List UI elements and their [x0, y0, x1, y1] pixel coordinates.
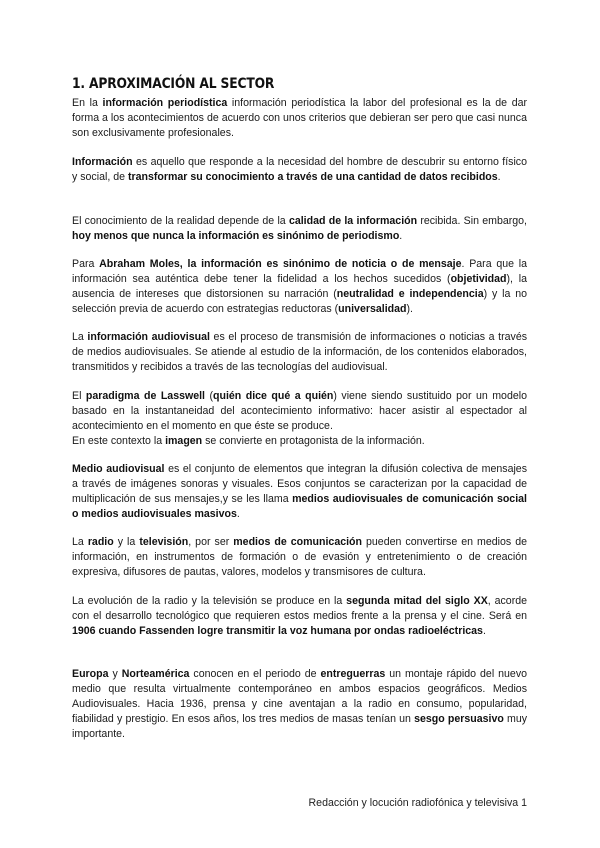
section-title: 1. APROXIMACIÓN AL SECTOR [72, 76, 275, 92]
paragraph-text: ) y la no selección previa de acuerdo con estrategias reductoras ( [72, 288, 528, 315]
bold-text: sesgo persuasivo [414, 713, 504, 725]
paragraph-text: En este contexto la [72, 435, 166, 447]
bold-text: Europa [72, 668, 109, 680]
paragraph-text: La [72, 331, 88, 343]
paragraph-text: un montaje rápido del nuevo medio que resulta virtualmente contemporáneo en ambos espacios geográficos. Medios Audiovisuales. Hacia 1936, prensa y cine aventajan a la radio en consumo, popularidad, fiabilidad y prestigio. En esos años, los tres medios de masas tenían un [72, 668, 528, 725]
bold-text: quién dice qué a quién [213, 390, 334, 402]
paragraph-evolucion [72, 594, 527, 639]
paragraph-text: es el conjunto de elementos que integran la difusión colectiva de mensajes a través de imágenes sonoras y visuales. Esos conjuntos se caracterizan por la capacidad de multiplicación de sus mensajes,y se les llama [72, 463, 527, 505]
bold-text: entreguerras [320, 668, 386, 680]
paragraph-text: La evolución de la radio y la televisión se produce en la [72, 595, 347, 607]
paragraph-conocimiento [72, 214, 527, 244]
paragraph-informacion-audiovisual [72, 330, 527, 375]
bold-text: radio [87, 536, 114, 548]
paragraph-text: El conocimiento de la realidad depende de la [72, 215, 289, 227]
bold-text: televisión [139, 536, 189, 548]
bold-text: calidad de la información [288, 215, 418, 227]
page-footer: Redacción y locución radiofónica y televisiva 1 [308, 797, 527, 809]
bold-text: imagen [165, 435, 203, 447]
bold-text: Norteamérica [121, 668, 190, 680]
paragraph-informacion-periodistica [72, 96, 527, 141]
paragraph-text: . [497, 171, 501, 183]
bold-text: universalidad [338, 303, 407, 315]
bold-text: Información [72, 156, 133, 168]
bold-text: información periodística [102, 97, 228, 109]
paragraph-paradigma-lasswell [72, 389, 527, 449]
bold-text: información audiovisual [87, 331, 210, 343]
bold-text: segunda mitad del siglo XX [346, 595, 488, 607]
paragraph-text: ( [205, 390, 214, 402]
paragraph-text: y [108, 668, 122, 680]
paragraph-abraham-moles [72, 257, 527, 317]
paragraph-text: . [482, 625, 486, 637]
paragraph-text: ). [406, 303, 413, 315]
paragraph-text: . Para que la información sea auténtica debe tener la fidelidad a los hechos sucedidos ( [72, 258, 527, 285]
paragraph-text: conocen en el periodo de [189, 668, 321, 680]
bold-text: hoy menos que nunca la información es sinónimo de periodismo [72, 230, 400, 242]
paragraph-text: En la [72, 97, 103, 109]
paragraph-text: El [72, 390, 86, 402]
bold-text: neutralidad e independencia [336, 288, 484, 300]
bold-text: Medio audiovisual [72, 463, 165, 475]
bold-text: medios audiovisuales de comunicación social o medios audiovisuales masivos [72, 493, 527, 520]
paragraph-text: . [236, 508, 240, 520]
bold-text: transformar su conocimiento a través de una cantidad de datos recibidos [127, 171, 498, 183]
paragraph-text: . [399, 230, 403, 242]
paragraph-medio-audiovisual [72, 462, 527, 522]
paragraph-text: se convierte en protagonista de la información. [202, 435, 425, 447]
bold-text: 1906 cuando Fassenden logre transmitir la voz humana por ondas radioeléctricas [72, 625, 483, 637]
bold-text: medios de comunicación [233, 536, 362, 548]
paragraph-text: recibida. Sin embargo, [417, 215, 527, 227]
paragraph-text: pueden convertirse en medios de información, en instrumentos de formación o de evasión y entretenimiento o de creación expresiva, difusores de pautas, valores, modelos y transmisores de cultura. [72, 536, 527, 578]
bold-text: objetividad [450, 273, 507, 285]
paragraph-informacion [72, 155, 527, 185]
paragraph-text: muy importante. [72, 713, 528, 740]
paragraph-text: es aquello que responde a la necesidad del hombre de descubrir su entorno físico y social, de [72, 156, 527, 183]
paragraph-text: ) viene siendo sustituido por un modelo basado en la instantaneidad del acontecimiento informativo: hacer asistir al espectador al acontecimiento en el momento en que éste se produce. [72, 390, 527, 432]
paragraph-text: ), la ausencia de intereses que distorsionen su narración ( [72, 273, 527, 300]
paragraph-text: , por ser [188, 536, 234, 548]
paragraph-europa-norteamerica [72, 667, 527, 742]
bold-text: paradigma de Lasswell [85, 390, 205, 402]
bold-text: Abraham Moles, la información es sinónimo de noticia o de mensaje [99, 258, 462, 270]
paragraph-text: La [72, 536, 88, 548]
paragraph-text: Para [72, 258, 100, 270]
paragraph-text: y la [113, 536, 140, 548]
paragraph-radio-television [72, 535, 527, 580]
paragraph-text: información periodística la labor del profesional es la de dar forma a los acontecimientos de acuerdo con unos criterios que debieran ser pero que casi nunca son exclusivamente profesionales. [72, 97, 528, 139]
paragraph-text: , acorde con el desarrollo tecnológico que requieren estos medios frente a la prensa y el cine. Será en [72, 595, 528, 622]
paragraph-text: es el proceso de transmisión de informaciones o noticias a través de medios audiovisuales. Se atiende al estudio de la información, de los contenidos elaborados, transmitidos y recibidos a través de las tecnologías del audiovisual. [72, 331, 528, 373]
